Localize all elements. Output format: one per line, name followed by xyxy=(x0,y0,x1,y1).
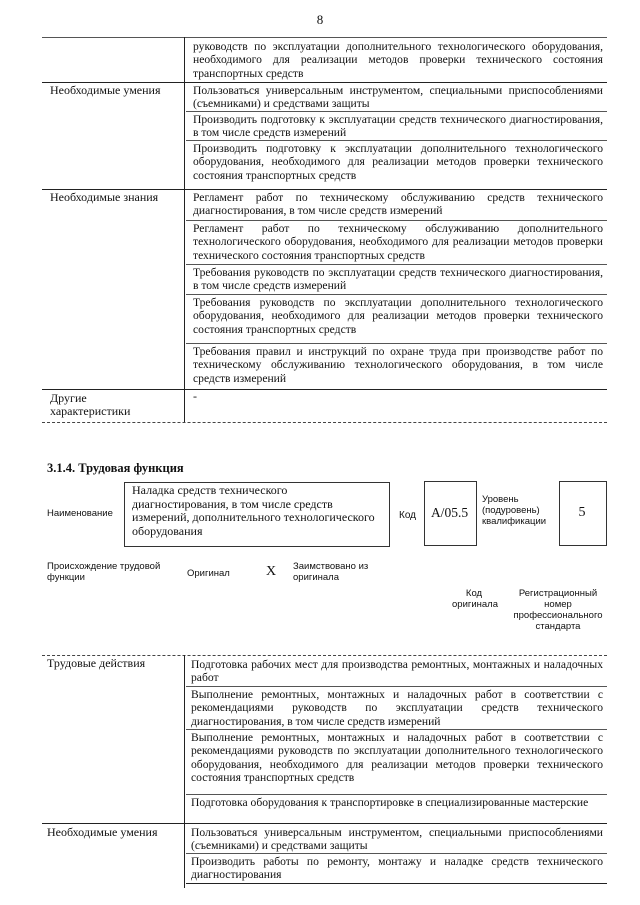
skills-label: Необходимые умения xyxy=(50,83,161,97)
action-item: Выполнение ремонтных, монтажных и наладочных работ в соответствии с рекомендациями руководств по эксплуатации дополнительного технологического оборудования, необходимого для реализации методов проверки технического состояния транспортных средств xyxy=(191,731,603,785)
cell-divider xyxy=(186,686,607,687)
cell-divider xyxy=(186,343,607,344)
cell-divider xyxy=(186,111,607,112)
skill-item: Производить подготовку к эксплуатации средств технического диагностирования, в том числе средств измерений xyxy=(193,113,603,140)
section-title: 3.1.4. Трудовая функция xyxy=(47,461,184,475)
table-bottom-border xyxy=(42,422,607,423)
knowledge-label: Необходимые знания xyxy=(50,190,159,204)
cell-divider xyxy=(186,794,607,795)
cell-divider xyxy=(186,220,607,221)
knowledge-item: Требования руководств по эксплуатации средств технического диагностирования, в том числе средств измерений xyxy=(193,266,603,293)
page-number: 8 xyxy=(316,12,324,27)
cell-divider xyxy=(186,140,607,141)
origin-label: Происхождение трудовой функции xyxy=(47,561,161,583)
knowledge-item: Регламент работ по техническому обслуживанию средств технического диагностирования, в том числе средств измерений xyxy=(193,191,603,218)
knowledge-item: Требования руководств по эксплуатации дополнительного технологического оборудования, необходимого для реализации методов проверки технического состояния транспортных средств xyxy=(193,296,603,336)
cell-divider xyxy=(186,853,607,854)
original-label: Оригинал xyxy=(187,568,230,579)
row-divider xyxy=(42,823,607,824)
reg-number-label: Регистрационный номер профессионального стандарта xyxy=(513,588,603,632)
borrowed-label: Заимствовано из оригинала xyxy=(293,561,369,583)
table-column-divider xyxy=(184,37,185,423)
skill-item: Пользоваться универсальным инструментом, специальными приспособлениями (съемниками) и средствами защиты xyxy=(193,84,603,111)
actions-label: Трудовые действия xyxy=(47,656,146,670)
skills-label: Необходимые умения xyxy=(47,825,158,839)
skill-item: Производить подготовку к эксплуатации дополнительного технологического оборудования, необходимого для реализации методов проверки технического состояния транспортных средств xyxy=(193,142,603,182)
cell-divider xyxy=(186,294,607,295)
table-bottom-border xyxy=(186,883,607,884)
skill-item: Пользоваться универсальным инструментом, специальными приспособлениями (съемниками) и средствами защиты xyxy=(191,826,603,853)
knowledge-item: Регламент работ по техническому обслуживанию дополнительного технологического оборудования, необходимого для реализации методов проверки технического состояния транспортных средств xyxy=(193,222,603,262)
original-mark: X xyxy=(266,564,277,579)
name-label: Наименование xyxy=(47,508,113,519)
code-label: Код xyxy=(399,510,417,521)
action-item: Подготовка рабочих мест для производства ремонтных, монтажных и наладочных работ xyxy=(191,658,603,685)
level-value: 5 xyxy=(578,505,586,520)
other-label-line1: Другие xyxy=(50,391,87,405)
knowledge-item: Требования правил и инструкций по охране труда при производстве работ по техническому обслуживанию технологического оборудования, в том числе средств измерений xyxy=(193,345,603,385)
continuation-text: руководств по эксплуатации дополнительного технологического оборудования, необходимого для реализации методов проверки технического состояния транспортных средств xyxy=(193,40,603,80)
table-top-border xyxy=(42,37,607,38)
skill-item: Производить работы по ремонту, монтажу и наладке средств технического диагностирования xyxy=(191,855,603,882)
other-value: - xyxy=(193,389,197,403)
cell-divider xyxy=(186,264,607,265)
code-value: A/05.5 xyxy=(430,505,469,520)
cell-divider xyxy=(186,729,607,730)
action-item: Выполнение ремонтных, монтажных и наладочных работ в соответствии с рекомендациями руководств по эксплуатации средств технического диагностирования, в том числе средств измерений xyxy=(191,688,603,728)
action-item: Подготовка оборудования к транспортировке в специализированные мастерские xyxy=(191,796,589,809)
table-column-divider xyxy=(184,655,185,888)
function-name: Наладка средств технического диагностирования, в том числе средств измерений, дополнительного технологического оборудования xyxy=(132,483,375,538)
level-label: Уровень (подуровень) квалификации xyxy=(482,494,547,527)
row-divider xyxy=(42,389,607,390)
other-label-line2: характеристики xyxy=(50,404,131,418)
origin-code-label: Код оригинала xyxy=(452,588,499,610)
